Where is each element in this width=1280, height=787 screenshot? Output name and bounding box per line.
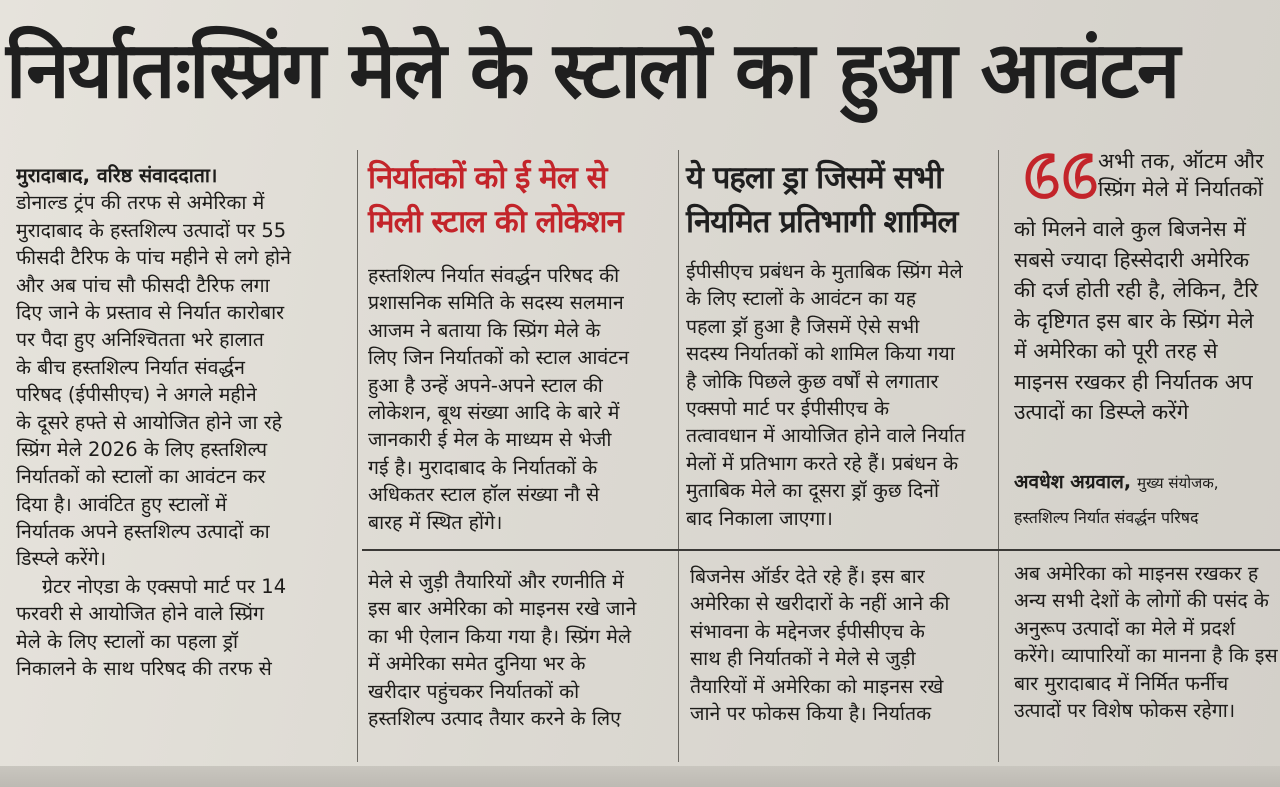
article-line: बाद निकाला जाएगा। [686, 506, 833, 530]
article-line: और अब पांच सौ फीसदी टैरिफ लगा [16, 273, 270, 297]
column-rule [678, 150, 679, 762]
article-line: आजम ने बताया कि स्प्रिंग मेले के [368, 318, 601, 342]
article-line: डोनाल्ड ट्रंप की तरफ से अमेरिका में [16, 191, 265, 215]
article-line: अनुरूप उत्पादों का मेले में प्रदर्श [1014, 616, 1236, 640]
column-rule [357, 150, 358, 762]
article-column-4-lower [1014, 560, 1280, 724]
quote-line: स्प्रिंग मेले में निर्यातकों [1098, 177, 1264, 201]
quote-author-org: हस्तशिल्प निर्यात संवर्द्धन परिषद [1014, 508, 1199, 527]
quote-line: उत्पादों का डिस्प्ले करेंगे [1014, 400, 1189, 424]
subheading-line: निर्यातकों को ई मेल से [368, 160, 607, 196]
article-line: इस बार अमेरिका को माइनस रखे जाने [368, 597, 637, 621]
subheading-first-draw [686, 156, 957, 244]
article-line: निर्यातक अपने हस्तशिल्प उत्पादों का [16, 520, 270, 544]
article-line: अब अमेरिका को माइनस रखकर ह [1014, 562, 1259, 585]
section-rule [362, 549, 1280, 551]
quote-line: को मिलने वाले कुल बिजनेस में [1014, 217, 1246, 241]
article-line: करेंगे। व्यापारियों का मानना है कि इस [1014, 644, 1278, 668]
quote-line: माइनस रखकर ही निर्यातक अप [1014, 369, 1253, 394]
article-line: साथ ही निर्यातकों ने मेले से जुड़ी [690, 647, 916, 671]
article-line: हुआ है उन्हें अपने-अपने स्टाल की [368, 373, 603, 397]
article-column-2-lower [368, 568, 673, 732]
article-line: है जोकि पिछले कुछ वर्षों से लगातार [686, 369, 939, 393]
article-line: अन्य सभी देशों के लोगों की पसंद के [1014, 589, 1269, 613]
article-line: लिए जिन निर्यातकों को स्टाल आवंटन [368, 346, 629, 370]
article-line: मेलों में प्रतिभाग करते रहे हैं। प्रबंधन के [686, 451, 959, 475]
article-line: मुरादाबाद, वरिष्ठ संवाददाता। [16, 164, 218, 187]
article-line: बिजनेस ऑर्डर देते रहे हैं। इस बार [690, 565, 925, 588]
article-column-2 [368, 262, 673, 536]
article-line: ग्रेटर नोएडा के एक्सपो मार्ट पर 14 [42, 574, 287, 598]
quote-body [1014, 214, 1258, 428]
article-line: अधिकतर स्टाल हॉल संख्या नौ से [368, 483, 600, 507]
article-line: उत्पादों पर विशेष फोकस रहेगा। [1014, 698, 1236, 722]
article-column-1 [16, 162, 346, 682]
article-line: जानकारी ई मेल के माध्यम से भेजी [368, 428, 612, 452]
article-line: गई है। मुरादाबाद के निर्यातकों के [368, 455, 598, 479]
article-line: ईपीसीएच प्रबंधन के मुताबिक स्प्रिंग मेले [686, 260, 963, 283]
article-line: बार मुरादाबाद में निर्मित फर्नीच [1014, 671, 1229, 695]
subheading-line: मिली स्टाल की लोकेशन [368, 204, 623, 240]
article-line: अमेरिका से खरीदारों के नहीं आने की [690, 592, 950, 616]
next-article-strip [0, 766, 1280, 787]
article-line: के बीच हस्तशिल्प निर्यात संवर्द्धन [16, 355, 245, 379]
quote-line: की दर्ज होती रही है, लेकिन, टैरि [1014, 278, 1259, 302]
quote-line: अभी तक, ऑटम और [1098, 149, 1264, 173]
quote-line: में अमेरिका को पूरी तरह से [1014, 339, 1218, 363]
quote-author [1014, 468, 1219, 494]
quote-author-role: मुख्य संयोजक, [1137, 474, 1219, 492]
article-line: संभावना के मद्देनजर ईपीसीएच के [690, 619, 925, 643]
article-line: जाने पर फोकस किया है। निर्यातक [690, 701, 932, 725]
article-column-3-lower [690, 563, 990, 727]
article-line: का भी ऐलान किया गया है। स्प्रिंग मेले [368, 624, 632, 648]
article-line: स्प्रिंग मेले 2026 के लिए हस्तशिल्प [16, 437, 268, 461]
article-line: मुताबिक मेले का दूसरा ड्रॉ कुछ दिनों [686, 479, 940, 503]
article-line: सदस्य निर्यातकों को शामिल किया गया [686, 342, 955, 366]
column-rule [998, 150, 999, 762]
article-line: हस्तशिल्प उत्पाद तैयार करने के लिए [368, 706, 621, 730]
article-line: दिया है। आवंटित हुए स्टालों में [16, 492, 227, 516]
article-line: तत्वावधान में आयोजित होने वाले निर्यात [686, 424, 966, 448]
article-line: दिए जाने के प्रस्ताव से निर्यात कारोबार [16, 300, 285, 324]
subheading-line: ये पहला ड्रा जिसमें सभी [686, 160, 943, 196]
article-line: के लिए स्टालों के आवंटन का यह [686, 287, 917, 311]
article-line: प्रशासनिक समिति के सदस्य सलमान [368, 291, 624, 315]
article-line: खरीदार पहुंचकर निर्यातकों को [368, 679, 580, 703]
quote-line: के दृष्टिगत इस बार के स्प्रिंग मेले [1014, 308, 1254, 333]
article-line: मेले से जुड़ी तैयारियों और रणनीति में [368, 570, 624, 593]
article-line: तैयारियों में अमेरिका को माइनस रखे [690, 674, 944, 698]
article-line: फरवरी से आयोजित होने वाले स्प्रिंग [16, 602, 265, 626]
article-line: पहला ड्रॉ हुआ है जिसमें ऐसे सभी [686, 314, 920, 338]
article-line: पर पैदा हुए अनिश्चितता भरे हालात [16, 328, 264, 352]
article-line: के दूसरे हफ्ते से आयोजित होने जा रहे [16, 410, 283, 434]
subheading-line: नियमित प्रतिभागी शामिल [686, 204, 958, 240]
headline: निर्यातःस्प्रिंग मेले के स्टालों का हुआ आवंटन [6, 26, 1179, 116]
article-line: मुरादाबाद के हस्तशिल्प उत्पादों पर 55 [16, 218, 287, 242]
subheading-email-location [368, 156, 623, 244]
article-line: डिस्प्ले करेंगे। [16, 547, 107, 571]
pull-quote [1014, 148, 1280, 538]
quote-line: सबसे ज्यादा हिस्सेदारी अमेरिक [1014, 247, 1250, 272]
article-line: में अमेरिका समेत दुनिया भर के [368, 652, 586, 676]
article-line: हस्तशिल्प निर्यात संवर्द्धन परिषद की [368, 264, 620, 287]
article-column-3 [686, 258, 986, 532]
article-line: एक्सपो मार्ट पर ईपीसीएच के [686, 396, 890, 420]
quote-author-name: अवधेश अग्रवाल, [1014, 471, 1132, 493]
quote-mark-icon [1022, 150, 1100, 202]
article-line: निकालने के साथ परिषद की तरफ से [16, 657, 272, 681]
article-line: बारह में स्थित होंगे। [368, 510, 503, 534]
article-line: मेले के लिए स्टालों का पहला ड्रॉ [16, 629, 239, 653]
article-line: लोकेशन, बूथ संख्या आदि के बारे में [368, 400, 620, 424]
article-line: फीसदी टैरिफ के पांच महीने से लगे होने [16, 246, 291, 270]
article-line: परिषद (ईपीसीएच) ने अगले महीने [16, 383, 257, 407]
article-line: निर्यातकों को स्टालों का आवंटन कर [16, 465, 266, 489]
